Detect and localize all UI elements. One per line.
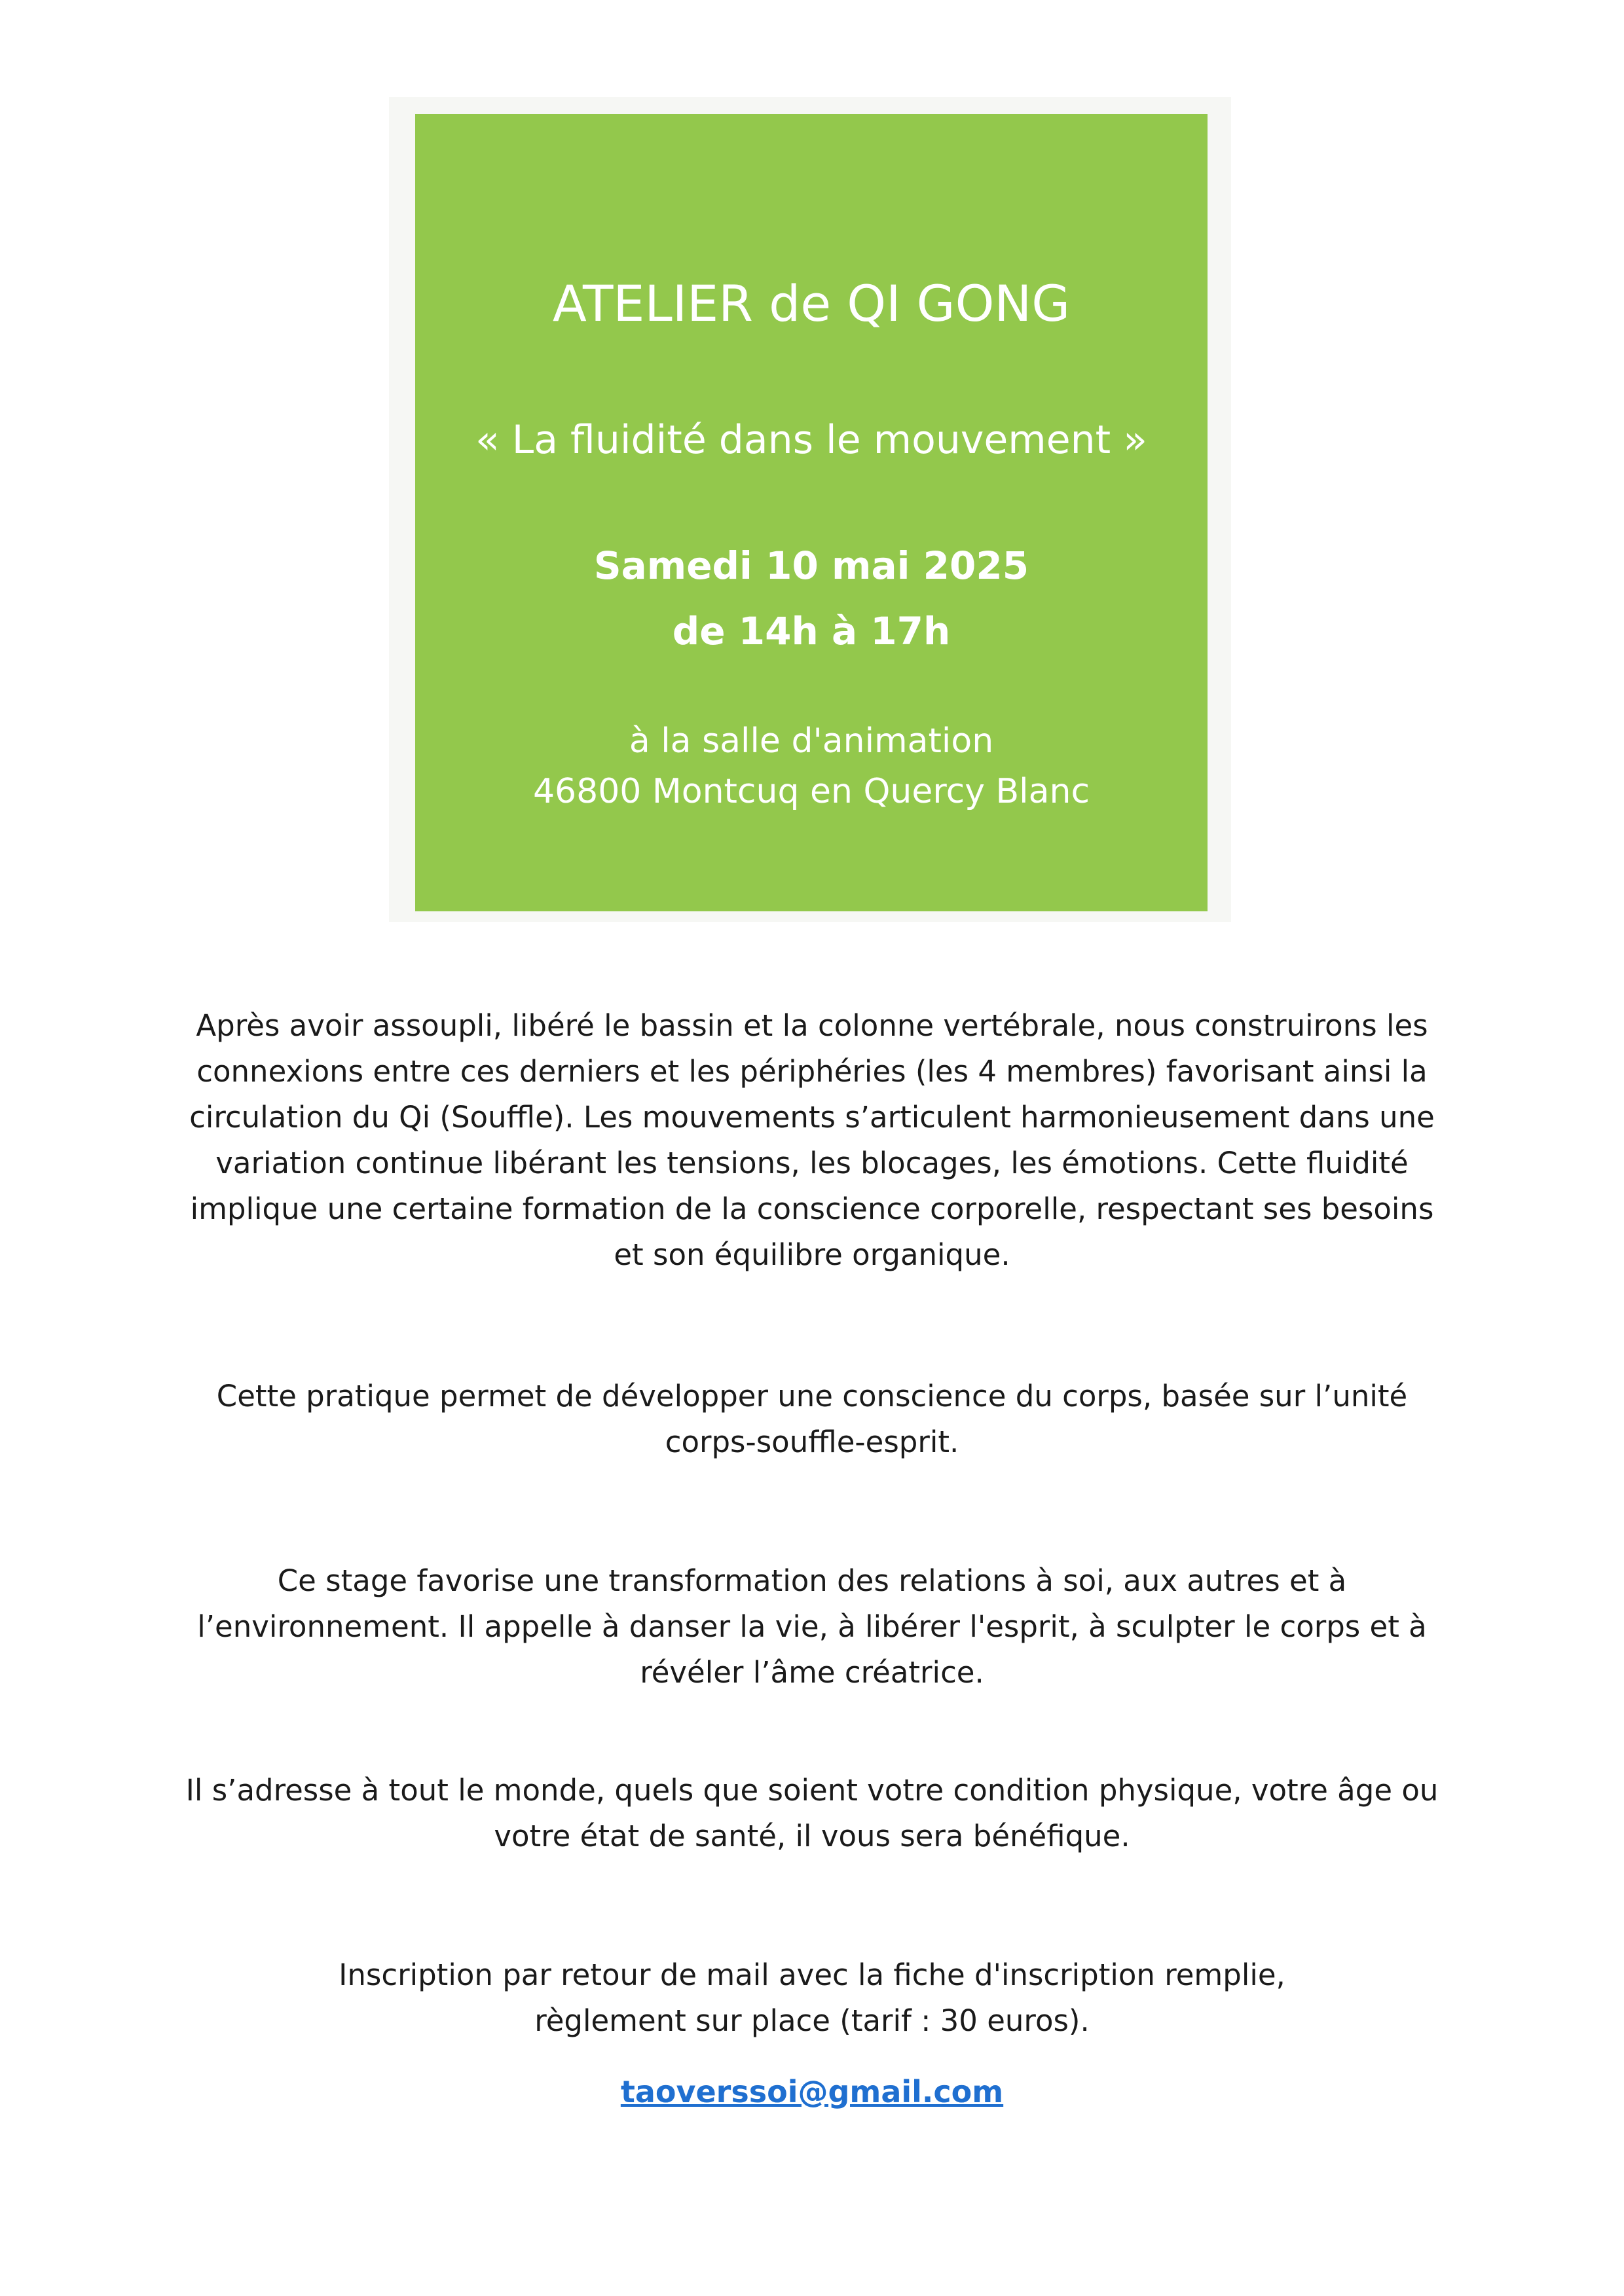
text-line: Ce stage favorise une transformation des relations à soi, aux autres et à (277, 1563, 1347, 1598)
text-line: et son équilibre organique. (614, 1237, 1010, 1272)
text-line: implique une certaine formation de la conscience corporelle, respectant ses besoins (190, 1192, 1434, 1226)
text-line: variation continue libérant les tensions, les blocages, les émotions. Cette fluidité (215, 1146, 1409, 1180)
event-subtitle: « La fluidité dans le mouvement » (475, 417, 1147, 463)
text-line: Cette pratique permet de développer une conscience du corps, basée sur l’unité (216, 1379, 1408, 1413)
event-location-venue: à la salle d'animation (629, 721, 994, 761)
audience-paragraph (183, 1768, 1441, 1859)
text-line: Après avoir assoupli, libéré le bassin et la colonne vertébrale, nous construirons les (196, 1008, 1428, 1043)
registration-paragraph (183, 1952, 1441, 2044)
text-line: l’environnement. Il appelle à danser la vie, à libérer l'esprit, à sculpter le corps et à (197, 1609, 1427, 1644)
text-line: règlement sur place (tarif : 30 euros). (534, 2003, 1090, 2038)
event-date-time: de 14h à 17h (672, 609, 951, 653)
event-banner (415, 114, 1208, 911)
event-location-town: 46800 Montcuq en Quercy Blanc (532, 772, 1090, 811)
text-line: Inscription par retour de mail avec la fiche d'inscription remplie, (339, 1958, 1285, 1992)
event-location (415, 716, 1208, 817)
text-line: votre état de santé, il vous sera bénéfique. (494, 1819, 1130, 1853)
event-date (415, 533, 1208, 664)
text-line: Il s’adresse à tout le monde, quels que soient votre condition physique, votre âge ou (185, 1773, 1439, 1808)
description-paragraph (183, 1003, 1441, 1278)
text-line: corps-souffle-esprit. (665, 1425, 959, 1459)
text-line: révéler l’âme créatrice. (640, 1655, 984, 1690)
event-date-day: Samedi 10 mai 2025 (593, 543, 1029, 588)
text-line: circulation du Qi (Souffle). Les mouvements s’articulent harmonieusement dans une (189, 1100, 1435, 1135)
workshop-paragraph (183, 1558, 1441, 1696)
practice-paragraph (183, 1374, 1441, 1465)
contact-email-link[interactable]: taoverssoi@gmail.com (620, 2074, 1004, 2109)
event-title: ATELIER de QI GONG (552, 274, 1071, 333)
text-line: connexions entre ces derniers et les périphéries (les 4 membres) favorisant ainsi la (196, 1054, 1428, 1089)
